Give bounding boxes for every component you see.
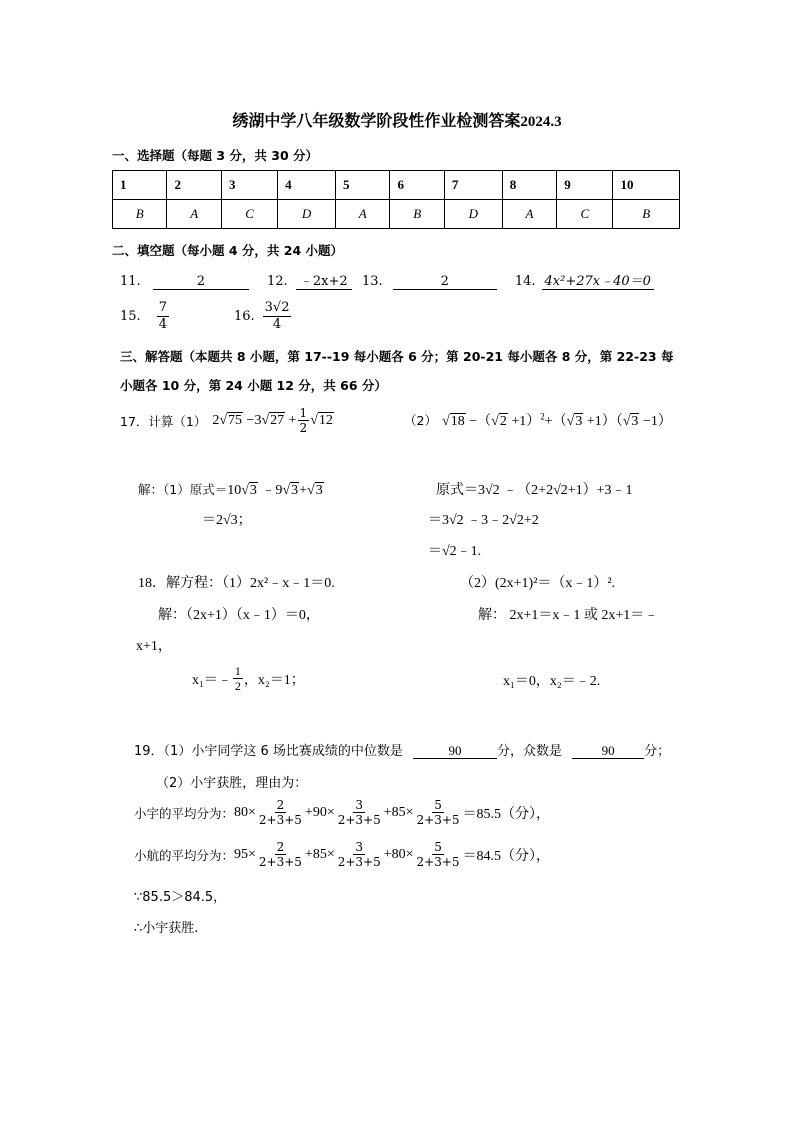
q17-half-fraction: $\frac{1}{2}$	[299, 406, 308, 435]
section-3-heading-line-2: 小题各 10 分，第 24 小题 12 分，共 66 分）	[120, 378, 387, 393]
q15-numerator: 7	[158, 300, 167, 315]
q17-label: 17．计算（1）	[120, 413, 207, 429]
q17-expr-1: 2√75 −3√27 +	[212, 412, 297, 428]
q19-avg1-label: 小宇的平均分为：	[134, 805, 235, 821]
q17-problem-2	[404, 410, 672, 430]
q19-avg2-result: ＝84.5（分），	[462, 848, 551, 864]
q19-because: ∵85.5＞84.5，	[134, 890, 227, 905]
q17-solution-1-expr: 10√3 ﹣9√3+√3	[227, 483, 323, 498]
q17-solution-1-line-2: ＝2√3；	[202, 513, 252, 528]
table-cell: D	[444, 200, 502, 229]
table-row	[113, 200, 680, 229]
q18-solution-2-continuation: x+1，	[136, 639, 172, 654]
q15-fraction	[157, 300, 169, 333]
q18-problem-2: （2）(2x+1)²＝（x﹣1）².	[460, 576, 616, 591]
q11-answer: 2	[153, 275, 249, 290]
q18-solution-1-line-1: 解：（2x+1）（x﹣1）＝0，	[158, 608, 320, 623]
q19-line-2: （2）小宇获胜，理由为：	[156, 776, 308, 791]
fill-blank-row-2	[120, 300, 292, 333]
table-cell: A	[167, 200, 221, 229]
table-cell: 5	[335, 171, 389, 200]
section-3-heading-line-1: 三、解答题（本题共 8 小题，第 17--19 每小题各 6 分；第 20-21 每小题各 8 分，第 22-23 每	[120, 349, 674, 364]
table-cell: 6	[390, 171, 444, 200]
table-cell: 8	[502, 171, 556, 200]
q15-denominator: 4	[158, 317, 167, 332]
fraction: $\frac{2}{2+3+5}$	[258, 798, 302, 827]
q12-answer: ﹣2x+2	[296, 275, 352, 290]
table-cell: B	[113, 200, 167, 229]
q12-label: 12.	[266, 274, 288, 289]
q17-solution-label: 解：（1）原式＝	[138, 482, 228, 497]
section-2-heading: 二、填空题（每小题 4 分，共 24 小题）	[112, 243, 344, 258]
q15-label: 15.	[120, 309, 141, 324]
q19-median-answer: 90	[413, 744, 497, 759]
q19-median-text: 19．（1）小宇同学这 6 场比赛成绩的中位数是	[134, 744, 403, 759]
q14-label: 14.	[514, 274, 536, 289]
q18-result-b: ，x₂＝1；	[243, 672, 305, 688]
table-cell: 7	[444, 171, 502, 200]
table-cell: C	[221, 200, 277, 229]
fraction: $\frac{3}{2+3+5}$	[337, 840, 381, 869]
title-year: 2024.3	[520, 114, 562, 130]
q14-answer: 4x²+27x﹣40＝0	[542, 275, 654, 290]
section-1-heading: 一、选择题（每题 3 分，共 30 分）	[112, 148, 319, 163]
table-cell: C	[557, 200, 613, 229]
table-cell: A	[335, 200, 389, 229]
q17-problem-1	[120, 406, 334, 435]
q18-solution-2-line-1: 解： 2x+1＝x﹣1 或 2x+1＝﹣	[478, 608, 659, 623]
q17-expr-2: $√18 -(√2 +1)^2+(√3 +1)(√3 -1)$	[442, 411, 672, 429]
q19-avg2-label: 小航的平均分为：	[134, 847, 235, 863]
q19-therefore: ∴小宇获胜.	[134, 921, 199, 936]
q16-denominator: 4	[272, 317, 282, 332]
choice-answer-table	[112, 170, 680, 229]
q17-solution-2-line-2: ＝3√2 ﹣3﹣2√2+2	[428, 513, 539, 528]
q16-label: 16.	[233, 309, 255, 324]
table-cell: 3	[221, 171, 277, 200]
q19-avg1-result: ＝85.5（分），	[462, 806, 551, 822]
fill-blank-row-1	[120, 274, 654, 290]
fraction: $\frac{5}{2+3+5}$	[416, 840, 460, 869]
q18-result-a: x₁＝﹣	[192, 672, 232, 688]
fraction: $\frac{3}{2+3+5}$	[337, 798, 381, 827]
q16-fraction	[263, 300, 292, 333]
q17-solution-2-line-1: 原式＝3√2 ﹣（2+2√2+1）+3﹣1	[436, 483, 633, 498]
table-cell: 4	[278, 171, 336, 200]
table-cell: B	[390, 200, 444, 229]
q17-part2-label: （2）	[404, 413, 437, 428]
table-cell: 1	[113, 171, 167, 200]
q19-unit: 分；	[644, 744, 671, 759]
q19-line-1	[134, 740, 670, 759]
table-cell: D	[278, 200, 336, 229]
table-cell: 2	[167, 171, 221, 200]
page-title	[0, 108, 794, 131]
table-cell: B	[613, 200, 680, 229]
fraction: $\frac{5}{2+3+5}$	[416, 798, 460, 827]
q18-half-fraction: $\frac{1}{2}$	[234, 664, 241, 693]
q11-label: 11.	[120, 274, 141, 289]
q19-mode-answer: 90	[572, 744, 644, 759]
q17-expr-1-tail: √12	[310, 412, 333, 428]
table-cell: 10	[613, 171, 680, 200]
q17-solution-1-line-1	[138, 479, 324, 499]
q13-answer: 2	[393, 275, 497, 290]
q19-avg-xiaoyu: 小宇的平均分为： 80× $\frac{2}{2+3+5}$ +90× $\frac{3}{2+3+5}$ +85× $\frac{5}{2+3+5}$ ＝85.5（分），	[134, 798, 551, 827]
q19-avg-xiaohang: 小航的平均分为： 95× $\frac{2}{2+3+5}$ +85× $\frac{3}{2+3+5}$ +80× $\frac{5}{2+3+5}$ ＝84.5（分），	[134, 840, 551, 869]
table-row	[113, 171, 680, 200]
table-cell: 9	[557, 171, 613, 200]
table-cell: A	[502, 200, 556, 229]
q18-solution-2-result: x₁＝0，x₂＝﹣2.	[503, 674, 601, 689]
q17-solution-2-line-3: ＝√2﹣1.	[428, 544, 482, 559]
q16-numerator: 3√2	[264, 300, 290, 315]
q13-label: 13.	[361, 274, 383, 289]
fraction: $\frac{2}{2+3+5}$	[258, 840, 302, 869]
title-text: 绣湖中学八年级数学阶段性作业检测答案	[232, 111, 521, 130]
q18-problem-1: 18．解方程：（1）2x²﹣x﹣1＝0.	[138, 576, 335, 591]
q19-mode-text: 分，众数是	[497, 744, 563, 759]
q18-solution-1-result	[192, 664, 305, 693]
